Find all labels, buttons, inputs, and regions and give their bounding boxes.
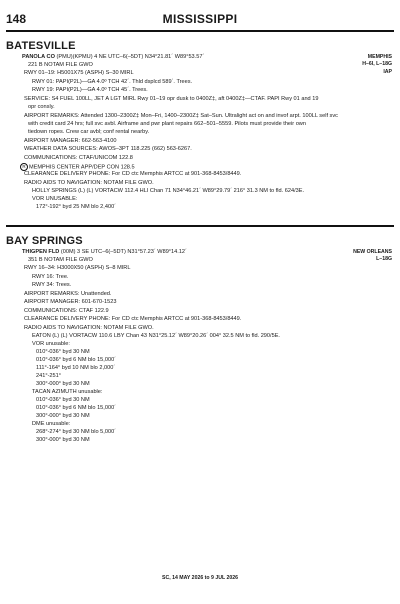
navaid-restriction-line: 010°-036° byd 6 NM blo 15,000´ <box>36 405 117 411</box>
navaid-restriction-line: VOR unusable: <box>32 341 70 347</box>
navaid-header-line: RADIO AIDS TO NAVIGATION: NOTAM FILE GWO. <box>24 325 154 331</box>
navaid-restriction-line: 010°-036° byd 6 NM blo 15,000´ <box>36 357 117 363</box>
airport-info: 4 NE UTC–6(–5DT) N34°21.81´ W89°53.57´ <box>94 54 205 60</box>
airport-name: THIGPEN FLD <box>22 249 60 255</box>
city-title-batesville: BATESVILLE <box>6 40 76 52</box>
airport-ident: (PMU)(KPMU) <box>56 54 93 60</box>
service-line: SERVICE: S4 FUEL 100LL, JET A LGT MIRL Rwy 01–19 opr dusk to 0400Z‡, aft 0400Z‡—CTAF. PAPI Rwy 01 and 19 <box>24 96 319 102</box>
navaid-restriction-line: 300°-000° byd 30 NM <box>36 437 90 443</box>
runway-end-line: RWY 16: Tree. <box>32 274 69 280</box>
header-rule <box>6 30 394 32</box>
state-title: MISSISSIPPI <box>162 12 238 26</box>
info-line: 221 B NOTAM FILE GWO <box>28 62 93 68</box>
navaid-restriction-line: 268°-274° byd 30 NM blo 5,000´ <box>36 429 117 435</box>
runway-line: RWY 01–19: H5001X75 (ASPH) S–30 MIRL <box>24 70 134 76</box>
manager-line: AIRPORT MANAGER: 662-563-4100 <box>24 138 117 144</box>
manager-line: AIRPORT MANAGER: 601-670-1523 <box>24 299 117 305</box>
navaid-restriction-line: 300°-000° byd 30 NM <box>36 413 90 419</box>
chart-ref-line: NEW ORLEANS <box>353 249 392 255</box>
page-number: 148 <box>6 12 27 26</box>
runway-line: RWY 16–34: H3000X50 (ASPH) S–8 MIRL <box>24 265 131 271</box>
navaid-restriction-line: VOR UNUSABLE: <box>32 196 78 202</box>
navaid-restriction-line: 010°-036° byd 30 NM <box>36 397 90 403</box>
city-title-bay-springs: BAY SPRINGS <box>6 235 83 247</box>
circled-r-icon: R <box>20 163 28 171</box>
clearance-line: CLEARANCE DELIVERY PHONE: For CD ctc Memphis ARTCC at 901-368-8453/8449. <box>24 171 242 177</box>
airport-line <box>22 54 204 61</box>
communications-line: COMMUNICATIONS: CTAF/UNICOM 122.8 <box>24 155 133 161</box>
remarks-line: with credit card 24 hrs; full svc avbl. Airframe and pwr plant repairs 662–501–5559. Pilots must provide their own <box>28 121 306 127</box>
runway-end-line: RWY 01: PAPI(P2L)—GA 4.0º TCH 42´. Thld dsplcd 589´. Trees. <box>32 79 193 85</box>
navaid-restriction-line: 241°-251° <box>36 373 62 379</box>
remarks-line: tiedown ropes. Crew car avbl; conf rental nearby. <box>28 129 150 135</box>
runway-end-line: RWY 19: PAPI(P2L)—GA 4.0º TCH 45´. Trees. <box>32 87 148 93</box>
navaid-line: HOLLY SPRINGS (L) (L) VORTACW 112.4 HLI Chan 71 N34°46.21´ W89°29.79´ 216° 31.3 NM to fld. 624/3E. <box>32 188 305 194</box>
airport-info: 3 SE UTC–6(–5DT) N31°57.23´ W89°14.12´ <box>77 249 187 255</box>
info-line: 351 B NOTAM FILE GWO <box>28 257 93 263</box>
chart-ref-line: L–18G <box>376 256 392 262</box>
navaid-line: EATON (L) (L) VORTACW 110.6 LBY Chan 43 N31°25.12´ W89°20.26´ 004° 32.5 NM to fld. 290/5E. <box>32 333 280 339</box>
runway-end-line: RWY 34: Trees. <box>32 282 72 288</box>
chart-ref-line: IAP <box>383 69 392 75</box>
navaid-header-line: RADIO AIDS TO NAVIGATION: NOTAM FILE GWO. <box>24 180 154 186</box>
airport-ident: (00M) <box>60 249 76 255</box>
weather-line: WEATHER DATA SOURCES: AWOS–3PT 118.225 (662) 563-6267. <box>24 146 192 152</box>
communications-line: COMMUNICATIONS: CTAF 122.9 <box>24 308 109 314</box>
page-header <box>6 12 394 28</box>
chart-ref-line: H–6I, L–18G <box>362 61 392 67</box>
navaid-restriction-line: 010°-036° byd 30 NM <box>36 349 90 355</box>
navaid-restriction-line: 172°-192° byd 25 NM blo 2,400´ <box>36 204 117 210</box>
service-line: opr consly. <box>28 104 55 110</box>
remarks-line: AIRPORT REMARKS: Attended 1300–2300Z‡ Mon–Fri, 1400–2300Z‡ Sat–Sun. Ultralight act on and invof arpt. 100LL self svc <box>24 113 338 119</box>
airport-name: PANOLA CO <box>22 54 55 60</box>
approach-control-line: R MEMPHIS CENTER APP/DEP CON 128.5 <box>20 163 135 171</box>
navaid-restriction-line: DME unusable: <box>32 421 71 427</box>
chart-ref-line: MEMPHIS <box>367 54 392 60</box>
section-rule <box>6 225 394 227</box>
navaid-restriction-line: 111°-164° byd 10 NM blo 2,000´ <box>36 365 116 371</box>
page-footer: SC, 14 MAY 2026 to 9 JUL 2026 <box>161 575 239 581</box>
clearance-line: CLEARANCE DELIVERY PHONE: For CD ctc Memphis ARTCC at 901-368-8453/8449. <box>24 316 242 322</box>
navaid-restriction-line: 300°-000° byd 30 NM <box>36 381 90 387</box>
navaid-restriction-line: TACAN AZIMUTH unusable: <box>32 389 103 395</box>
remarks-line: AIRPORT REMARKS: Unattended. <box>24 291 112 297</box>
airport-line <box>22 249 187 256</box>
